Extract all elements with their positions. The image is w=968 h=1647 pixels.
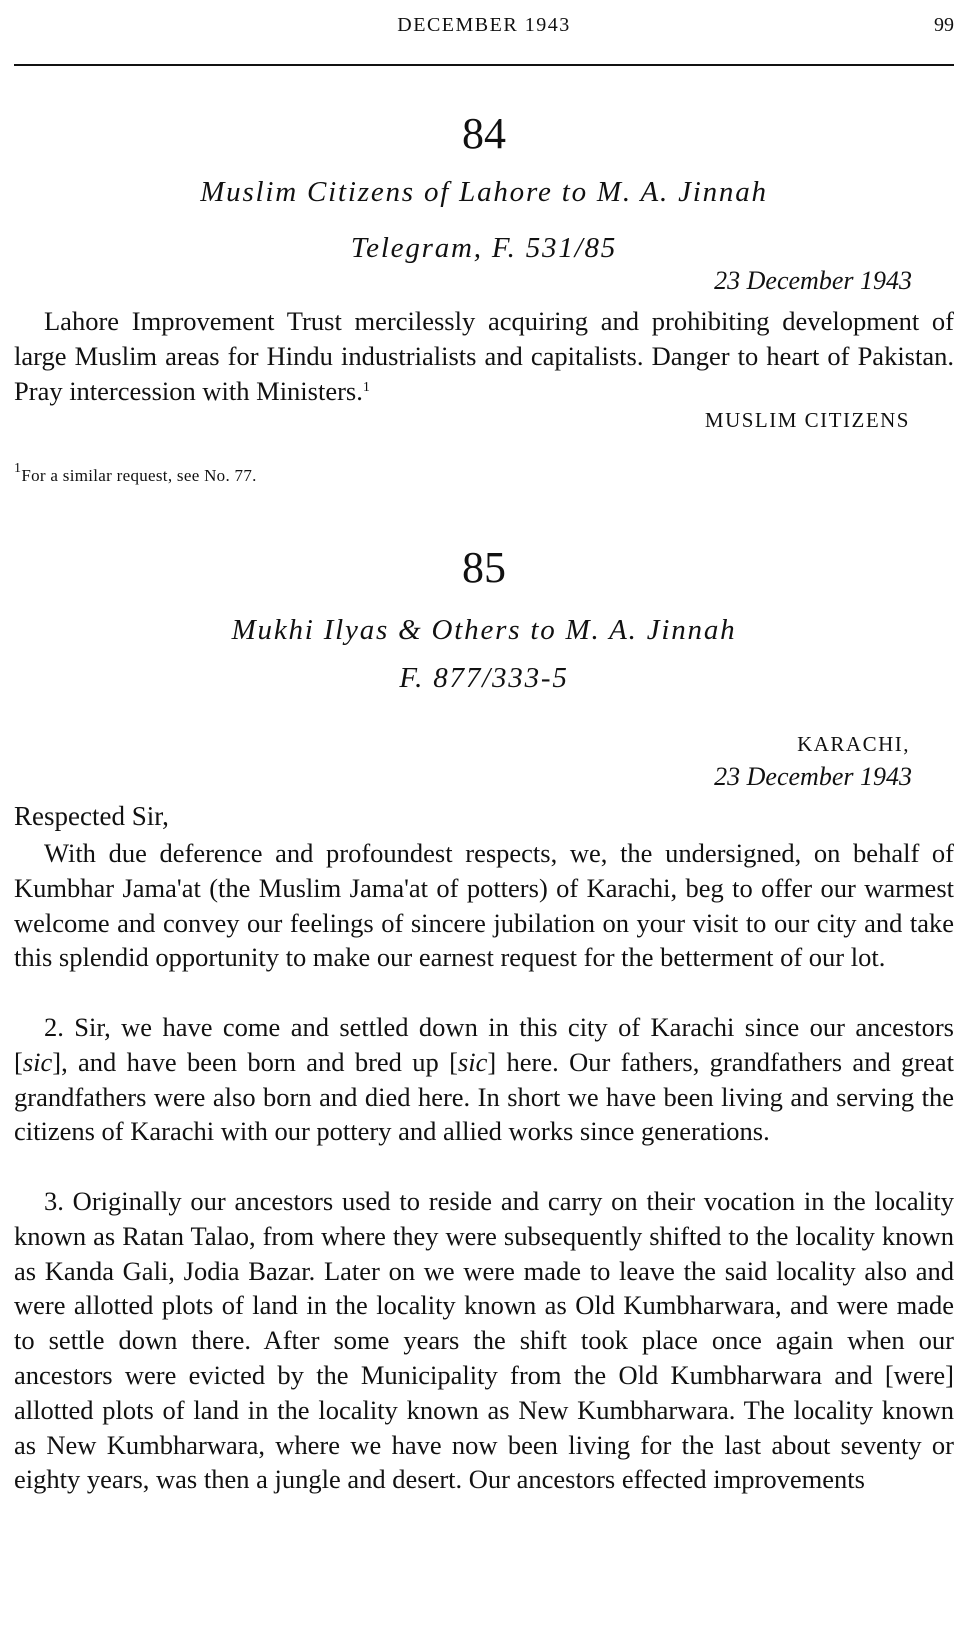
sic-note: sic [457, 1046, 488, 1077]
salutation: Respected Sir, [14, 801, 169, 831]
document-85-place: KARACHI, [797, 732, 910, 756]
paragraph-2-text-b: ], and have been born and bred up [ [52, 1046, 458, 1077]
running-header [14, 14, 954, 44]
document-84-body [14, 304, 954, 408]
document-84-reference: Telegram, F. 531/85 [350, 232, 618, 264]
document-84-date: 23 December 1943 [714, 266, 912, 295]
paragraph-2 [14, 1010, 954, 1149]
page-number: 99 [934, 14, 954, 36]
document-number-85: 85 [462, 543, 506, 592]
footnote [14, 461, 257, 486]
header-rule [14, 64, 954, 66]
footnote-reference: 1 [362, 379, 370, 395]
document-85-reference: F. 877/333-5 [399, 662, 569, 694]
footnote-marker: 1 [14, 461, 22, 476]
paragraph-2-text-a: 2. Sir, we have come and settled down in this city of Karachi since our ancestors [ [14, 1012, 954, 1077]
document-85-date: 23 December 1943 [714, 762, 912, 791]
document-84-signature: MUSLIM CITIZENS [704, 408, 910, 432]
running-title: DECEMBER 1943 [397, 14, 571, 36]
sic-note: sic [22, 1046, 53, 1077]
paragraph-2-text-c: ] here. Our fathers, grandfathers and great grandfathers were also born and died here. In short we have been living and serving the citizens of Karachi with our pottery and allied works since generations. [14, 1046, 954, 1147]
document-85-heading: Mukhi Ilyas & Others to M. A. Jinnah [231, 614, 737, 646]
document-number-84: 84 [462, 109, 506, 158]
footnote-text: For a similar request, see No. 77. [21, 466, 257, 485]
document-84-heading: Muslim Citizens of Lahore to M. A. Jinnah [200, 176, 768, 208]
document-84-body-text: Lahore Improvement Trust mercilessly acquiring and prohibiting development of large Muslim areas for Hindu industrialists and capitalists. Danger to heart of Pakistan. Pray intercession with Ministers. [14, 306, 954, 406]
paragraph-1: With due deference and profoundest respects, we, the undersigned, on behalf of Kumbhar Jama'at (the Muslim Jama'at of potters) of Karachi, beg to offer our warmest welcome and convey our feelings of sincere jubilation on your visit to our city and take this splendid opportunity to make our earnest request for the betterment of our lot. [14, 838, 954, 973]
paragraph-3: 3. Originally our ancestors used to reside and carry on their vocation in the locality known as Ratan Talao, from where they were subsequently shifted to the locality known as Kanda Gali, Jodia Bazar. Later on we were made to leave the said locality also and were allotted plots of land in the locality known as Old Kumbharwara, and were made to settle down there. After some years the shift took place once again when our ancestors were evicted by the Municipality from the Old Kumbharwara and [were] allotted plots of land in the locality known as New Kumbharwara. The locality known as New Kumbharwara, where we have now been living for the last about seventy or eighty years, was then a jungle and desert. Our ancestors effected improvements [14, 1186, 954, 1495]
